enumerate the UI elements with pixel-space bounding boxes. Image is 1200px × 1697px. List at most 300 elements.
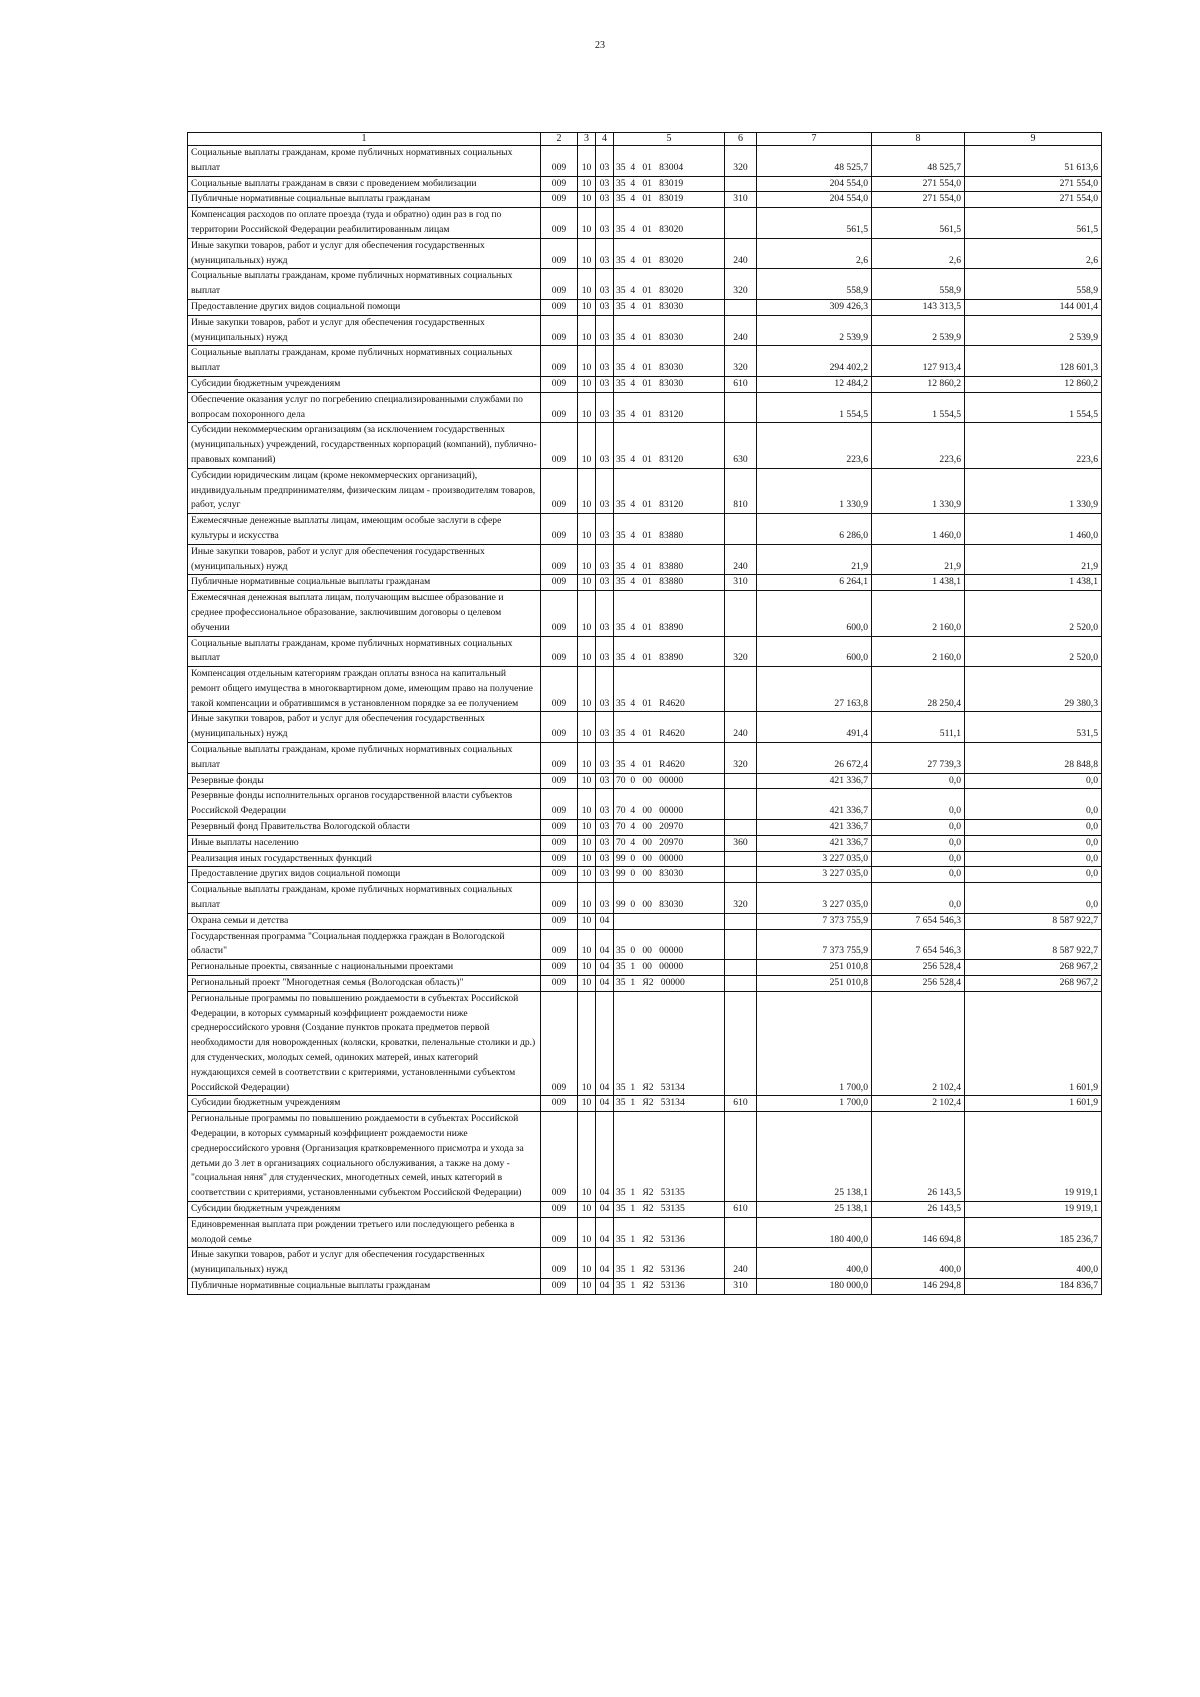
gr-cell: 009 <box>541 146 578 177</box>
vr-cell <box>725 960 757 976</box>
row-name-cell: Социальные выплаты гражданам, кроме публичных нормативных социальных выплат <box>188 146 541 177</box>
csr-cell: 35 4 01 83020 <box>614 208 725 239</box>
amount-col7-cell: 180 000,0 <box>757 1278 872 1294</box>
table-row <box>188 591 1102 636</box>
amount-col7-cell: 2,6 <box>757 238 872 269</box>
vr-cell: 240 <box>725 315 757 346</box>
row-name-cell: Предоставление других видов социальной помощи <box>188 299 541 315</box>
rz-cell: 10 <box>578 867 596 883</box>
pr-cell: 04 <box>596 960 614 976</box>
rz-cell: 10 <box>578 1112 596 1202</box>
amount-col8-cell: 256 528,4 <box>872 960 965 976</box>
rz-cell: 10 <box>578 976 596 992</box>
rz-cell: 10 <box>578 1201 596 1217</box>
table-row <box>188 423 1102 468</box>
table-row <box>188 636 1102 667</box>
csr-cell: 35 4 01 R4620 <box>614 743 725 774</box>
amount-col9-cell: 2 520,0 <box>965 591 1102 636</box>
gr-cell: 009 <box>541 1278 578 1294</box>
csr-cell: 99 0 00 83030 <box>614 883 725 914</box>
row-name-cell: Региональные программы по повышению рождаемости в субъектах Российской Федерации, в которых суммарный коэффициент рождаемости ниже среднероссийского уровня (Организация кратковременного присмотра и ухода за детьми до 3 лет в организациях социального обслуживания, а также на дому - "социальная няня" для студенческих, многодетных семей, иных категорий в соответствии с критериями, установленными субъектом Российской Федерации) <box>188 1112 541 1202</box>
amount-col8-cell: 28 250,4 <box>872 667 965 712</box>
pr-cell: 03 <box>596 851 614 867</box>
amount-col8-cell: 0,0 <box>872 789 965 820</box>
amount-col9-cell: 2 539,9 <box>965 315 1102 346</box>
pr-cell: 04 <box>596 1278 614 1294</box>
row-name-cell: Государственная программа "Социальная поддержка граждан в Вологодской области" <box>188 929 541 960</box>
amount-col8-cell: 0,0 <box>872 851 965 867</box>
amount-col7-cell: 204 554,0 <box>757 176 872 192</box>
amount-col9-cell: 268 967,2 <box>965 960 1102 976</box>
csr-cell: 35 4 01 83120 <box>614 423 725 468</box>
vr-cell <box>725 299 757 315</box>
amount-col9-cell: 1 601,9 <box>965 1096 1102 1112</box>
table-row <box>188 1201 1102 1217</box>
row-name-cell: Социальные выплаты гражданам в связи с проведением мобилизации <box>188 176 541 192</box>
row-name-cell: Ежемесячные денежные выплаты лицам, имеющим особые заслуги в сфере культуры и искусства <box>188 514 541 545</box>
vr-cell: 810 <box>725 468 757 513</box>
rz-cell: 10 <box>578 176 596 192</box>
csr-cell: 35 4 01 83030 <box>614 376 725 392</box>
table-row <box>188 392 1102 423</box>
amount-col9-cell: 128 601,3 <box>965 346 1102 377</box>
gr-cell: 009 <box>541 208 578 239</box>
row-name-cell: Иные закупки товаров, работ и услуг для обеспечения государственных (муниципальных) нужд <box>188 712 541 743</box>
row-name-cell: Резервные фонды исполнительных органов государственной власти субъектов Российской Федерации <box>188 789 541 820</box>
pr-cell: 03 <box>596 773 614 789</box>
amount-col9-cell: 51 613,6 <box>965 146 1102 177</box>
header-cell: 3 <box>578 133 596 146</box>
amount-col7-cell: 1 554,5 <box>757 392 872 423</box>
vr-cell <box>725 929 757 960</box>
amount-col9-cell: 400,0 <box>965 1248 1102 1279</box>
table-row <box>188 789 1102 820</box>
csr-cell: 99 0 00 83030 <box>614 867 725 883</box>
rz-cell: 10 <box>578 423 596 468</box>
vr-cell <box>725 867 757 883</box>
gr-cell: 009 <box>541 851 578 867</box>
budget-table <box>187 132 1102 1295</box>
amount-col7-cell: 48 525,7 <box>757 146 872 177</box>
amount-col8-cell: 146 294,8 <box>872 1278 965 1294</box>
gr-cell: 009 <box>541 960 578 976</box>
pr-cell: 03 <box>596 835 614 851</box>
vr-cell: 360 <box>725 835 757 851</box>
gr-cell: 009 <box>541 867 578 883</box>
vr-cell <box>725 667 757 712</box>
amount-col9-cell: 29 380,3 <box>965 667 1102 712</box>
row-name-cell: Социальные выплаты гражданам, кроме публичных нормативных социальных выплат <box>188 883 541 914</box>
amount-col7-cell: 223,6 <box>757 423 872 468</box>
table-body <box>188 146 1102 1295</box>
header-cell: 1 <box>188 133 541 146</box>
rz-cell: 10 <box>578 514 596 545</box>
amount-col9-cell: 1 601,9 <box>965 991 1102 1096</box>
table-row <box>188 712 1102 743</box>
amount-col9-cell: 184 836,7 <box>965 1278 1102 1294</box>
table-row <box>188 991 1102 1096</box>
vr-cell <box>725 913 757 929</box>
table-row <box>188 376 1102 392</box>
vr-cell <box>725 392 757 423</box>
row-name-cell: Иные закупки товаров, работ и услуг для обеспечения государственных (муниципальных) нужд <box>188 544 541 575</box>
amount-col7-cell: 421 336,7 <box>757 773 872 789</box>
pr-cell: 04 <box>596 991 614 1096</box>
pr-cell: 03 <box>596 883 614 914</box>
table-row <box>188 192 1102 208</box>
rz-cell: 10 <box>578 1096 596 1112</box>
gr-cell: 009 <box>541 1112 578 1202</box>
vr-cell: 240 <box>725 1248 757 1279</box>
amount-col7-cell: 600,0 <box>757 591 872 636</box>
rz-cell: 10 <box>578 636 596 667</box>
table-row <box>188 468 1102 513</box>
amount-col9-cell: 0,0 <box>965 789 1102 820</box>
gr-cell: 009 <box>541 1096 578 1112</box>
amount-col9-cell: 0,0 <box>965 820 1102 836</box>
header-cell: 4 <box>596 133 614 146</box>
pr-cell: 03 <box>596 591 614 636</box>
amount-col9-cell: 0,0 <box>965 773 1102 789</box>
amount-col9-cell: 271 554,0 <box>965 176 1102 192</box>
row-name-cell: Предоставление других видов социальной помощи <box>188 867 541 883</box>
row-name-cell: Компенсация отдельным категориям граждан оплаты взноса на капитальный ремонт общего имущества в многоквартирном доме, имеющим право на получение такой компенсации и обратившимся в установленном порядке за ее получением <box>188 667 541 712</box>
amount-col7-cell: 3 227 035,0 <box>757 883 872 914</box>
amount-col7-cell: 251 010,8 <box>757 960 872 976</box>
amount-col7-cell: 421 336,7 <box>757 835 872 851</box>
page-number: 23 <box>595 40 605 51</box>
amount-col8-cell: 0,0 <box>872 867 965 883</box>
vr-cell: 310 <box>725 192 757 208</box>
amount-col8-cell: 26 143,5 <box>872 1112 965 1202</box>
gr-cell: 009 <box>541 392 578 423</box>
amount-col8-cell: 2 160,0 <box>872 591 965 636</box>
pr-cell: 03 <box>596 743 614 774</box>
table-row <box>188 315 1102 346</box>
pr-cell: 03 <box>596 315 614 346</box>
csr-cell: 35 1 Я2 53136 <box>614 1248 725 1279</box>
gr-cell: 009 <box>541 929 578 960</box>
rz-cell: 10 <box>578 835 596 851</box>
vr-cell: 240 <box>725 544 757 575</box>
csr-cell: 35 1 00 00000 <box>614 960 725 976</box>
row-name-cell: Резервный фонд Правительства Вологодской области <box>188 820 541 836</box>
row-name-cell: Субсидии юридическим лицам (кроме некоммерческих организаций), индивидуальным предпринимателям, физическим лицам - производителям товаров, работ, услуг <box>188 468 541 513</box>
csr-cell: 70 0 00 00000 <box>614 773 725 789</box>
vr-cell <box>725 789 757 820</box>
amount-col7-cell: 421 336,7 <box>757 789 872 820</box>
csr-cell: 35 4 01 83880 <box>614 544 725 575</box>
pr-cell: 04 <box>596 1096 614 1112</box>
row-name-cell: Единовременная выплата при рождении третьего или последующего ребенка в молодой семье <box>188 1217 541 1248</box>
rz-cell: 10 <box>578 667 596 712</box>
table-row <box>188 743 1102 774</box>
rz-cell: 10 <box>578 820 596 836</box>
amount-col9-cell: 0,0 <box>965 867 1102 883</box>
csr-cell: 35 4 01 R4620 <box>614 667 725 712</box>
amount-col7-cell: 12 484,2 <box>757 376 872 392</box>
table-row <box>188 913 1102 929</box>
pr-cell: 03 <box>596 867 614 883</box>
vr-cell: 240 <box>725 238 757 269</box>
amount-col9-cell: 0,0 <box>965 851 1102 867</box>
csr-cell: 35 4 01 83030 <box>614 346 725 377</box>
row-name-cell: Субсидии бюджетным учреждениям <box>188 376 541 392</box>
amount-col9-cell: 1 330,9 <box>965 468 1102 513</box>
row-name-cell: Реализация иных государственных функций <box>188 851 541 867</box>
amount-col8-cell: 12 860,2 <box>872 376 965 392</box>
pr-cell: 03 <box>596 423 614 468</box>
amount-col7-cell: 6 286,0 <box>757 514 872 545</box>
vr-cell <box>725 591 757 636</box>
amount-col7-cell: 558,9 <box>757 269 872 300</box>
rz-cell: 10 <box>578 991 596 1096</box>
vr-cell <box>725 991 757 1096</box>
table-row <box>188 1278 1102 1294</box>
rz-cell: 10 <box>578 392 596 423</box>
table-row <box>188 1112 1102 1202</box>
gr-cell: 009 <box>541 835 578 851</box>
row-name-cell: Субсидии некоммерческим организациям (за исключением государственных (муниципальных) учреждений, государственных корпораций (компаний), публично-правовых компаний) <box>188 423 541 468</box>
rz-cell: 10 <box>578 468 596 513</box>
gr-cell: 009 <box>541 376 578 392</box>
row-name-cell: Компенсация расходов по оплате проезда (туда и обратно) один раз в год по территории Российской Федерации реабилитированным лицам <box>188 208 541 239</box>
gr-cell: 009 <box>541 468 578 513</box>
amount-col8-cell: 21,9 <box>872 544 965 575</box>
pr-cell: 03 <box>596 192 614 208</box>
csr-cell: 35 4 01 83890 <box>614 591 725 636</box>
amount-col7-cell: 1 330,9 <box>757 468 872 513</box>
amount-col8-cell: 2 102,4 <box>872 1096 965 1112</box>
amount-col9-cell: 558,9 <box>965 269 1102 300</box>
pr-cell: 03 <box>596 544 614 575</box>
amount-col7-cell: 3 227 035,0 <box>757 851 872 867</box>
csr-cell: 35 1 Я2 53135 <box>614 1112 725 1202</box>
table-row <box>188 269 1102 300</box>
table-row <box>188 976 1102 992</box>
pr-cell: 03 <box>596 712 614 743</box>
table-row <box>188 851 1102 867</box>
csr-cell: 70 4 00 20970 <box>614 835 725 851</box>
amount-col7-cell: 251 010,8 <box>757 976 872 992</box>
table-row <box>188 146 1102 177</box>
table-row <box>188 820 1102 836</box>
amount-col8-cell: 127 913,4 <box>872 346 965 377</box>
amount-col9-cell: 2,6 <box>965 238 1102 269</box>
pr-cell: 03 <box>596 392 614 423</box>
amount-col8-cell: 256 528,4 <box>872 976 965 992</box>
amount-col9-cell: 0,0 <box>965 883 1102 914</box>
vr-cell: 320 <box>725 743 757 774</box>
amount-col8-cell: 511,1 <box>872 712 965 743</box>
vr-cell: 310 <box>725 1278 757 1294</box>
csr-cell: 35 4 01 83890 <box>614 636 725 667</box>
table-row <box>188 929 1102 960</box>
pr-cell: 03 <box>596 208 614 239</box>
csr-cell: 35 4 01 83030 <box>614 299 725 315</box>
csr-cell: 35 4 01 83120 <box>614 468 725 513</box>
pr-cell: 03 <box>596 269 614 300</box>
amount-col7-cell: 421 336,7 <box>757 820 872 836</box>
vr-cell: 610 <box>725 376 757 392</box>
row-name-cell: Региональные программы по повышению рождаемости в субъектах Российской Федерации, в которых суммарный коэффициент рождаемости ниже среднероссийского уровня (Создание пунктов проката предметов первой необходимости для новорожденных (коляски, кроватки, пеленальные столики и др.) для студенческих, молодых семей, одиноких матерей, иных категорий нуждающихся семей в соответствии с критериями, установленными субъектом Российской Федерации) <box>188 991 541 1096</box>
csr-cell: 35 1 Я2 53136 <box>614 1217 725 1248</box>
gr-cell: 009 <box>541 591 578 636</box>
pr-cell: 04 <box>596 1217 614 1248</box>
row-name-cell: Обеспечение оказания услуг по погребению специализированными службами по вопросам похоронного дела <box>188 392 541 423</box>
amount-col8-cell: 146 694,8 <box>872 1217 965 1248</box>
vr-cell <box>725 851 757 867</box>
amount-col7-cell: 400,0 <box>757 1248 872 1279</box>
header-cell: 6 <box>725 133 757 146</box>
rz-cell: 10 <box>578 960 596 976</box>
amount-col8-cell: 558,9 <box>872 269 965 300</box>
rz-cell: 10 <box>578 315 596 346</box>
gr-cell: 009 <box>541 743 578 774</box>
vr-cell: 610 <box>725 1096 757 1112</box>
rz-cell: 10 <box>578 346 596 377</box>
pr-cell: 03 <box>596 575 614 591</box>
table-row <box>188 299 1102 315</box>
table-row <box>188 1217 1102 1248</box>
csr-cell: 35 1 Я2 53134 <box>614 1096 725 1112</box>
amount-col7-cell: 600,0 <box>757 636 872 667</box>
gr-cell: 009 <box>541 544 578 575</box>
amount-col8-cell: 0,0 <box>872 835 965 851</box>
csr-cell: 99 0 00 00000 <box>614 851 725 867</box>
vr-cell <box>725 1217 757 1248</box>
row-name-cell: Субсидии бюджетным учреждениям <box>188 1096 541 1112</box>
amount-col8-cell: 0,0 <box>872 883 965 914</box>
amount-col7-cell: 204 554,0 <box>757 192 872 208</box>
rz-cell: 10 <box>578 591 596 636</box>
row-name-cell: Охрана семьи и детства <box>188 913 541 929</box>
table-row <box>188 575 1102 591</box>
vr-cell: 320 <box>725 346 757 377</box>
vr-cell: 320 <box>725 269 757 300</box>
amount-col9-cell: 19 919,1 <box>965 1112 1102 1202</box>
table-row <box>188 346 1102 377</box>
gr-cell: 009 <box>541 514 578 545</box>
row-name-cell: Ежемесячная денежная выплата лицам, получающим высшее образование и среднее профессиональное образование, заключившим договоры о целевом обучении <box>188 591 541 636</box>
amount-col7-cell: 27 163,8 <box>757 667 872 712</box>
amount-col8-cell: 26 143,5 <box>872 1201 965 1217</box>
amount-col9-cell: 1 438,1 <box>965 575 1102 591</box>
table-row <box>188 1248 1102 1279</box>
amount-col9-cell: 144 001,4 <box>965 299 1102 315</box>
table-row <box>188 1096 1102 1112</box>
table-row <box>188 514 1102 545</box>
amount-col9-cell: 2 520,0 <box>965 636 1102 667</box>
rz-cell: 10 <box>578 851 596 867</box>
rz-cell: 10 <box>578 269 596 300</box>
amount-col8-cell: 561,5 <box>872 208 965 239</box>
rz-cell: 10 <box>578 376 596 392</box>
pr-cell: 04 <box>596 1248 614 1279</box>
csr-cell: 35 1 Я2 53136 <box>614 1278 725 1294</box>
csr-cell: 35 1 Я2 53135 <box>614 1201 725 1217</box>
gr-cell: 009 <box>541 176 578 192</box>
rz-cell: 10 <box>578 238 596 269</box>
csr-cell: 35 4 01 83004 <box>614 146 725 177</box>
csr-cell: 70 4 00 20970 <box>614 820 725 836</box>
rz-cell: 10 <box>578 1248 596 1279</box>
gr-cell: 009 <box>541 269 578 300</box>
table-row <box>188 176 1102 192</box>
gr-cell: 009 <box>541 820 578 836</box>
rz-cell: 10 <box>578 913 596 929</box>
amount-col9-cell: 561,5 <box>965 208 1102 239</box>
gr-cell: 009 <box>541 712 578 743</box>
row-name-cell: Региональный проект "Многодетная семья (Вологодская область)" <box>188 976 541 992</box>
pr-cell: 03 <box>596 667 614 712</box>
csr-cell: 35 4 01 83020 <box>614 238 725 269</box>
row-name-cell: Иные закупки товаров, работ и услуг для обеспечения государственных (муниципальных) нужд <box>188 315 541 346</box>
pr-cell: 03 <box>596 820 614 836</box>
csr-cell: 35 4 01 83019 <box>614 192 725 208</box>
pr-cell: 03 <box>596 146 614 177</box>
amount-col7-cell: 1 700,0 <box>757 1096 872 1112</box>
rz-cell: 10 <box>578 883 596 914</box>
gr-cell: 009 <box>541 1248 578 1279</box>
amount-col9-cell: 12 860,2 <box>965 376 1102 392</box>
table-row <box>188 835 1102 851</box>
row-name-cell: Социальные выплаты гражданам, кроме публичных нормативных социальных выплат <box>188 743 541 774</box>
amount-col9-cell: 185 236,7 <box>965 1217 1102 1248</box>
amount-col8-cell: 271 554,0 <box>872 176 965 192</box>
gr-cell: 009 <box>541 238 578 269</box>
gr-cell: 009 <box>541 423 578 468</box>
amount-col8-cell: 2,6 <box>872 238 965 269</box>
row-name-cell: Публичные нормативные социальные выплаты гражданам <box>188 1278 541 1294</box>
vr-cell <box>725 176 757 192</box>
gr-cell: 009 <box>541 346 578 377</box>
amount-col8-cell: 0,0 <box>872 820 965 836</box>
csr-cell: 35 4 01 83880 <box>614 514 725 545</box>
amount-col7-cell: 6 264,1 <box>757 575 872 591</box>
csr-cell: 35 4 01 83019 <box>614 176 725 192</box>
amount-col9-cell: 19 919,1 <box>965 1201 1102 1217</box>
vr-cell: 610 <box>725 1201 757 1217</box>
vr-cell <box>725 1112 757 1202</box>
amount-col7-cell: 561,5 <box>757 208 872 239</box>
amount-col8-cell: 1 554,5 <box>872 392 965 423</box>
csr-cell <box>614 913 725 929</box>
pr-cell: 03 <box>596 238 614 269</box>
gr-cell: 009 <box>541 991 578 1096</box>
csr-cell: 35 4 01 83030 <box>614 315 725 346</box>
amount-col7-cell: 7 373 755,9 <box>757 913 872 929</box>
amount-col7-cell: 1 700,0 <box>757 991 872 1096</box>
amount-col7-cell: 2 539,9 <box>757 315 872 346</box>
pr-cell: 04 <box>596 913 614 929</box>
pr-cell: 04 <box>596 976 614 992</box>
amount-col9-cell: 271 554,0 <box>965 192 1102 208</box>
gr-cell: 009 <box>541 667 578 712</box>
row-name-cell: Резервные фонды <box>188 773 541 789</box>
rz-cell: 10 <box>578 192 596 208</box>
vr-cell <box>725 976 757 992</box>
row-name-cell: Публичные нормативные социальные выплаты гражданам <box>188 575 541 591</box>
amount-col8-cell: 7 654 546,3 <box>872 913 965 929</box>
rz-cell: 10 <box>578 773 596 789</box>
table-row <box>188 238 1102 269</box>
amount-col9-cell: 21,9 <box>965 544 1102 575</box>
amount-col8-cell: 271 554,0 <box>872 192 965 208</box>
pr-cell: 04 <box>596 929 614 960</box>
pr-cell: 03 <box>596 514 614 545</box>
amount-col8-cell: 7 654 546,3 <box>872 929 965 960</box>
